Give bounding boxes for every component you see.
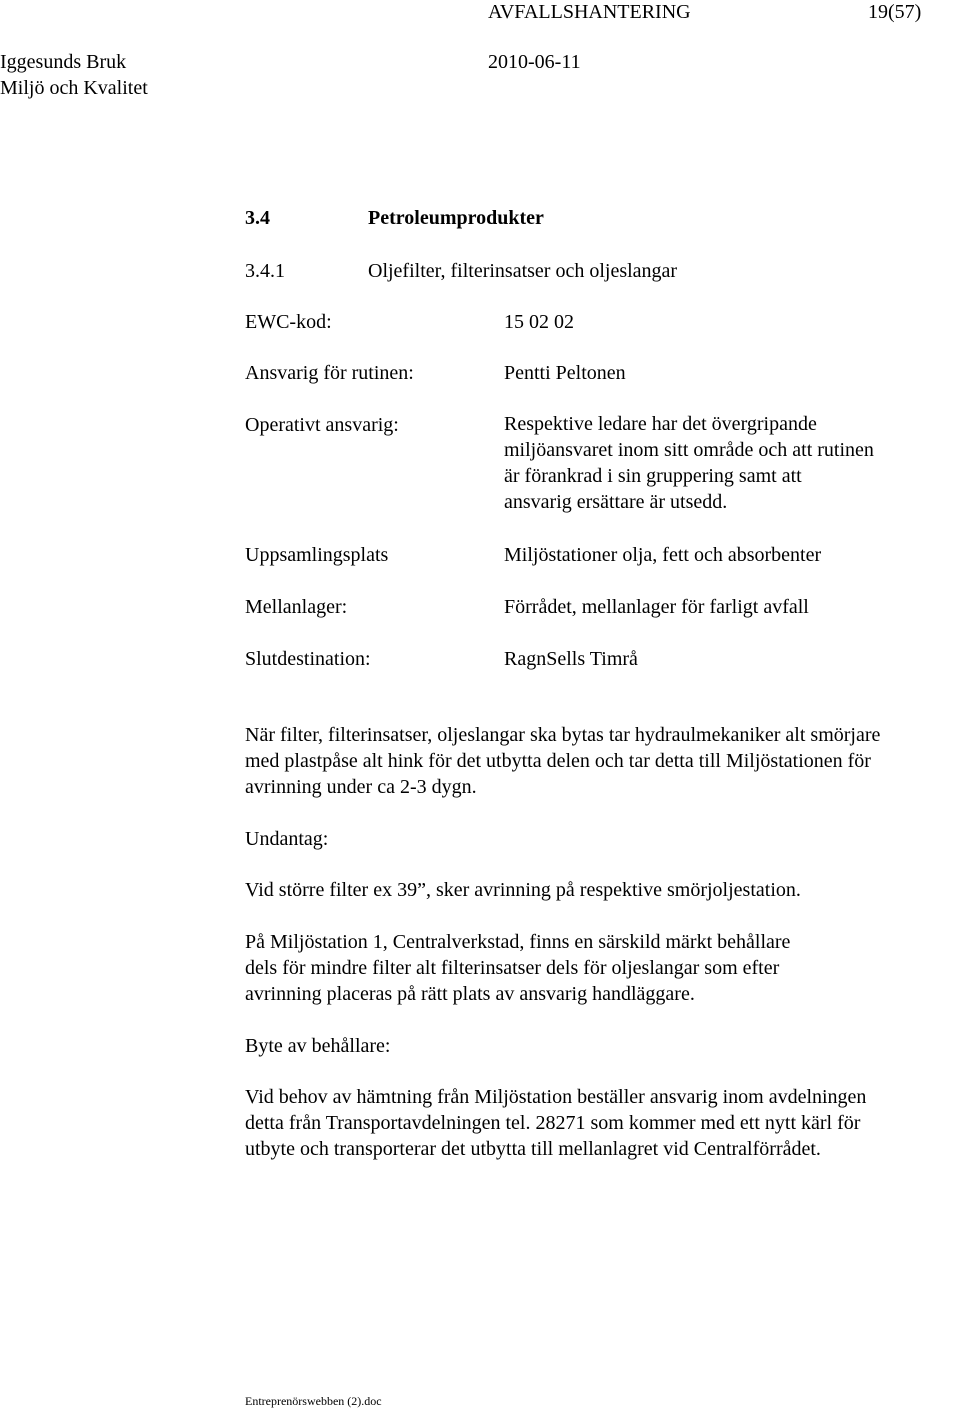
paragraph-station — [245, 929, 790, 1007]
paragraph-line: avrinning under ca 2-3 dygn. — [245, 776, 477, 798]
paragraph-line: avrinning placeras på rätt plats av ansvarig handläggare. — [245, 983, 695, 1005]
operative-line: Respektive ledare har det övergripande — [504, 413, 817, 435]
company-name: Iggesunds Bruk — [0, 51, 127, 73]
subsection-title: Oljefilter, filterinsatser och oljeslangar — [368, 260, 678, 282]
subsection-number: 3.4.1 — [245, 260, 285, 282]
paragraph-container-change — [245, 1084, 866, 1162]
operative-line: miljöansvaret inom sitt område och att rutinen — [504, 439, 874, 461]
department-name: Miljö och Kvalitet — [0, 77, 148, 99]
operative-line: är förankrad i sin gruppering samt att — [504, 465, 802, 487]
final-destination-value: RagnSells Timrå — [504, 648, 638, 670]
interim-storage-label: Mellanlager: — [245, 596, 348, 618]
operative-label: Operativt ansvarig: — [245, 414, 399, 436]
paragraph-line: med plastpåse alt hink för det utbytta delen och tar detta till Miljöstationen för — [245, 750, 871, 772]
operative-line: ansvarig ersättare är utsedd. — [504, 491, 728, 513]
collection-label: Uppsamlingsplats — [245, 544, 389, 566]
footer-filename: Entreprenörswebben (2).doc — [245, 1394, 382, 1408]
responsible-label: Ansvarig för rutinen: — [245, 362, 414, 384]
final-destination-label: Slutdestination: — [245, 648, 371, 670]
responsible-value: Pentti Peltonen — [504, 362, 626, 384]
paragraph-line: utbyte och transporterar det utbytta till mellanlagret vid Centralförrådet. — [245, 1138, 821, 1160]
paragraph-line: Vid behov av hämtning från Miljöstation beställer ansvarig inom avdelningen — [245, 1086, 867, 1108]
container-change-label: Byte av behållare: — [245, 1035, 391, 1057]
page-number: 19(57) — [868, 1, 922, 23]
document-date: 2010-06-11 — [488, 51, 581, 73]
header-section-title: AVFALLSHANTERING — [488, 1, 691, 23]
ewc-label: EWC-kod: — [245, 311, 332, 333]
collection-value: Miljöstationer olja, fett och absorbenter — [504, 544, 822, 566]
section-title: Petroleumprodukter — [368, 207, 544, 229]
paragraph-line: På Miljöstation 1, Centralverkstad, finns en särskild märkt behållare — [245, 931, 791, 953]
exception-text: Vid större filter ex 39”, sker avrinning på respektive smörjoljestation. — [245, 879, 801, 901]
section-number: 3.4 — [245, 207, 270, 229]
paragraph-procedure — [245, 722, 880, 800]
paragraph-line: dels för mindre filter alt filterinsatser dels för oljeslangar som efter — [245, 957, 780, 979]
exception-label: Undantag: — [245, 828, 329, 850]
paragraph-line: När filter, filterinsatser, oljeslangar ska bytas tar hydraulmekaniker alt smörjare — [245, 724, 881, 746]
interim-storage-value: Förrådet, mellanlager för farligt avfall — [504, 596, 809, 618]
operative-value — [504, 411, 874, 515]
paragraph-line: detta från Transportavdelningen tel. 28271 som kommer med ett nytt kärl för — [245, 1112, 861, 1134]
ewc-value: 15 02 02 — [504, 311, 574, 333]
